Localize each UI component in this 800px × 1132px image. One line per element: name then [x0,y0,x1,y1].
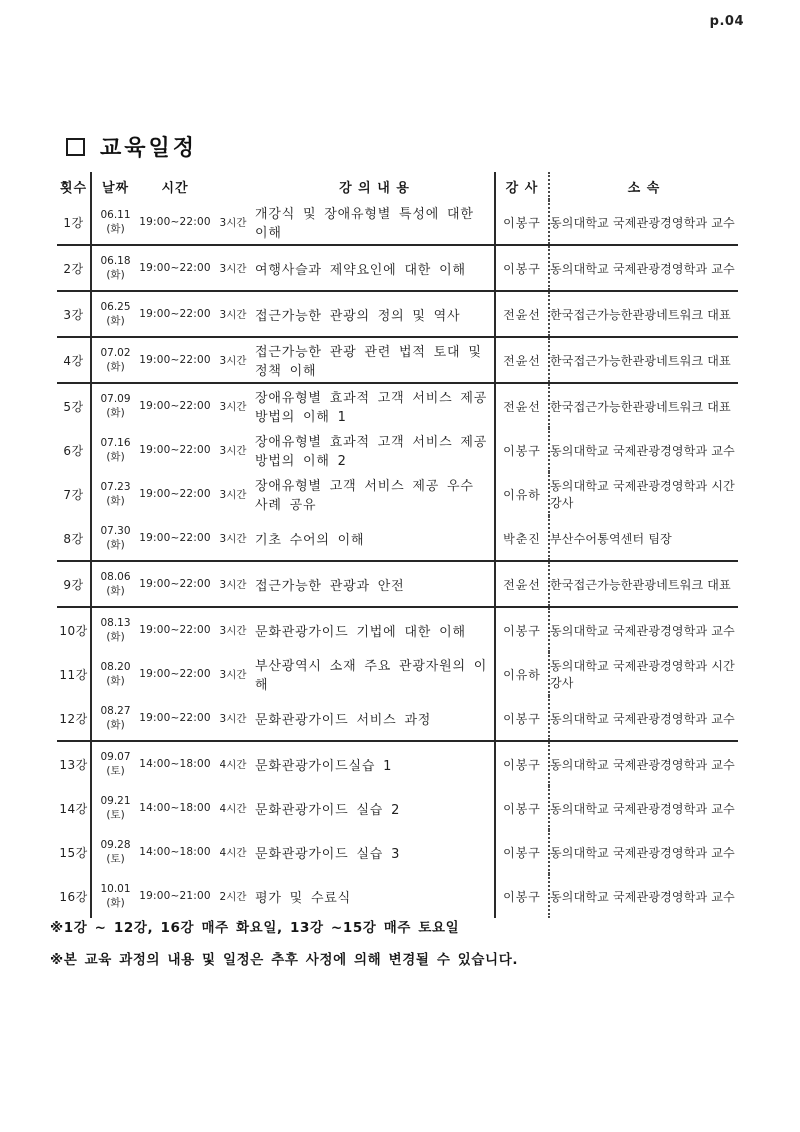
duration-cell: 3시간 [211,245,255,291]
affiliation-cell: 동의대학교 국제관광경영학과 교수 [550,623,735,638]
date-value: 08.27 [100,704,131,717]
date-value: 07.23 [100,480,131,493]
date-cell [91,245,139,291]
instructor-cell: 이봉구 [495,200,549,245]
lecture-content-cell: 문화관광가이드 기법에 대한 이해 [255,624,466,640]
session-cell: 9강 [57,561,91,607]
session-cell: 4강 [57,337,91,383]
affiliation-cell: 동의대학교 국제관광경영학과 교수 [550,889,735,904]
weekday-value: (화) [106,631,125,643]
date-value: 07.09 [100,392,131,405]
duration-cell: 3시간 [211,561,255,607]
date-cell [91,383,139,428]
duration-cell: 3시간 [211,516,255,561]
session-cell: 6강 [57,428,91,472]
affiliation-cell: 한국접근가능한관광네트워크 대표 [550,399,731,414]
header-content: 강 의 내 용 [339,180,410,196]
time-cell: 19:00~22:00 [139,200,211,245]
date-value: 06.11 [100,208,131,221]
header-affiliation: 소 속 [627,180,661,196]
affiliation-cell: 부산수어통역센터 팀장 [549,516,738,561]
date-value: 07.16 [100,436,131,449]
date-cell [91,607,139,652]
lecture-content-cell: 여행사슬과 제약요인에 대한 이해 [255,245,495,291]
date-cell [91,786,139,830]
time-cell: 14:00~18:00 [139,802,211,814]
time-cell: 19:00~22:00 [139,337,211,383]
instructor-cell: 이봉구 [495,696,549,741]
table-row [57,561,738,607]
table-header [57,172,738,200]
instructor-cell: 이봉구 [495,245,549,291]
date-cell [91,428,139,472]
footnotes [50,916,750,980]
lecture-content-cell: 기초 수어의 이해 [255,516,495,561]
table-row [57,516,738,561]
weekday-value: (화) [106,585,125,597]
affiliation-cell: 동의대학교 국제관광경영학과 교수 [550,443,735,458]
table-row [57,741,738,786]
table-row [57,291,738,337]
time-cell: 19:00~21:00 [139,890,211,902]
header-session: 횟수 [57,172,91,200]
weekday-value: (화) [106,539,125,551]
weekday-value: (토) [106,809,125,821]
lecture-content-cell: 접근가능한 관광과 안전 [255,561,495,607]
header-time: 시간 [161,180,189,196]
lecture-content-cell: 개강식 및 장애유형별 특성에 대한 이해 [255,200,495,245]
affiliation-cell: 동의대학교 국제관광경영학과 시간강사 [550,659,735,690]
duration-cell: 3시간 [219,444,247,457]
affiliation-cell: 동의대학교 국제관광경영학과 시간강사 [550,479,735,510]
lecture-content-cell: 장애유형별 고객 서비스 제공 우수 사례 공유 [255,479,474,513]
duration-cell: 3시간 [211,200,255,245]
duration-cell: 3시간 [219,400,247,413]
time-cell: 19:00~22:00 [139,291,211,337]
weekday-value: (화) [106,719,125,731]
session-cell: 7강 [57,472,91,516]
time-cell: 19:00~22:00 [139,516,211,561]
table-row [57,830,738,874]
page-title: 교육일정 [100,136,198,161]
affiliation-cell: 동의대학교 국제관광경영학과 교수 [550,801,735,816]
weekday-value: (토) [106,853,125,865]
instructor-cell: 전윤선 [495,383,549,428]
session-cell: 15강 [57,830,91,874]
affiliation-cell: 동의대학교 국제관광경영학과 교수 [549,696,738,741]
time-cell: 14:00~18:00 [139,846,211,858]
instructor-cell: 이봉구 [495,428,549,472]
session-cell: 8강 [57,516,91,561]
affiliation-cell: 한국접근가능한관광네트워크 대표 [549,291,738,337]
instructor-cell: 이봉구 [495,741,549,786]
date-value: 07.30 [100,524,131,537]
schedule-table-body [57,200,738,918]
duration-cell: 3시간 [211,696,255,741]
affiliation-cell: 한국접근가능한관광네트워크 대표 [549,337,738,383]
instructor-cell: 이봉구 [495,607,549,652]
table-row [57,245,738,291]
session-cell: 1강 [57,200,91,245]
lecture-content-cell: 문화관광가이드 서비스 과정 [255,696,495,741]
instructor-cell: 전윤선 [495,561,549,607]
session-cell: 12강 [57,696,91,741]
session-cell: 5강 [57,383,91,428]
lecture-content-cell: 접근가능한 관광 관련 법적 토대 및 정책 이해 [255,337,495,383]
duration-cell: 4시간 [219,758,247,771]
header-duration [211,172,255,200]
instructor-cell: 전윤선 [495,291,549,337]
header-date: 날짜 [101,180,130,196]
header-instructor: 강 사 [495,172,549,200]
lecture-content-cell: 장애유형별 효과적 고객 서비스 제공 방법의 이해 2 [255,435,488,469]
table-row [57,428,738,472]
date-cell [91,200,139,245]
duration-cell: 4시간 [219,846,247,859]
time-cell: 19:00~22:00 [139,668,211,680]
instructor-cell: 이유하 [495,472,549,516]
document-title [66,131,197,162]
date-cell [91,561,139,607]
time-cell: 14:00~18:00 [139,758,211,770]
table-row [57,383,738,428]
affiliation-cell: 동의대학교 국제관광경영학과 교수 [550,845,735,860]
instructor-cell: 이유하 [495,652,549,696]
table-row [57,696,738,741]
date-cell [91,337,139,383]
duration-cell: 3시간 [219,624,247,637]
duration-cell: 3시간 [219,488,247,501]
affiliation-cell: 한국접근가능한관광네트워크 대표 [549,561,738,607]
affiliation-cell: 동의대학교 국제관광경영학과 교수 [549,200,738,245]
instructor-cell: 박춘진 [495,516,549,561]
table-row [57,607,738,652]
education-schedule-table [57,172,738,918]
date-value: 10.01 [100,882,131,895]
footnote-schedule-days: ※1강 ~ 12강, 16강 매주 화요일, 13강 ~15강 매주 토요일 [50,920,460,936]
lecture-content-cell: 부산광역시 소재 주요 관광자원의 이해 [255,659,488,693]
square-bullet-icon [66,138,85,156]
duration-cell: 3시간 [211,291,255,337]
session-cell: 2강 [57,245,91,291]
duration-cell: 4시간 [219,802,247,815]
instructor-cell: 이봉구 [495,786,549,830]
date-cell [91,472,139,516]
weekday-value: (화) [106,223,125,235]
weekday-value: (화) [106,495,125,507]
page-number: p.04 [709,14,744,29]
date-cell [91,696,139,741]
time-cell: 19:00~22:00 [139,488,211,500]
weekday-value: (화) [106,897,125,909]
session-cell: 10강 [57,607,91,652]
session-cell: 3강 [57,291,91,337]
lecture-content-cell: 문화관광가이드실습 1 [255,758,393,774]
weekday-value: (토) [106,765,125,777]
header-row [57,172,738,200]
lecture-content-cell: 장애유형별 효과적 고객 서비스 제공 방법의 이해 1 [255,391,488,425]
instructor-cell: 이봉구 [495,830,549,874]
time-cell: 19:00~22:00 [139,696,211,741]
time-cell: 19:00~22:00 [139,400,211,412]
time-cell: 19:00~22:00 [139,561,211,607]
duration-cell: 3시간 [219,668,247,681]
date-cell [91,741,139,786]
footnote-change-notice: ※본 교육 과정의 내용 및 일정은 추후 사정에 의해 변경될 수 있습니다. [50,952,519,968]
instructor-cell: 이봉구 [495,874,549,918]
date-value: 07.02 [100,346,131,359]
duration-cell: 3시간 [211,337,255,383]
time-cell: 19:00~22:00 [139,624,211,636]
duration-cell: 2시간 [219,890,247,903]
session-cell: 13강 [57,741,91,786]
session-cell: 16강 [57,874,91,918]
weekday-value: (화) [106,315,125,327]
table-row [57,652,738,696]
affiliation-cell: 동의대학교 국제관광경영학과 교수 [549,245,738,291]
date-value: 06.18 [100,254,131,267]
table-row [57,200,738,245]
lecture-content-cell: 문화관광가이드 실습 3 [255,846,401,862]
date-value: 08.13 [100,616,131,629]
date-value: 09.21 [100,794,131,807]
time-cell: 19:00~22:00 [139,245,211,291]
weekday-value: (화) [106,269,125,281]
session-cell: 11강 [57,652,91,696]
instructor-cell: 전윤선 [495,337,549,383]
date-cell [91,291,139,337]
table-row [57,786,738,830]
date-value: 09.28 [100,838,131,851]
weekday-value: (화) [106,675,125,687]
affiliation-cell: 동의대학교 국제관광경영학과 교수 [550,757,735,772]
date-value: 08.06 [100,570,131,583]
table-row [57,874,738,918]
date-value: 06.25 [100,300,131,313]
time-cell: 19:00~22:00 [139,444,211,456]
lecture-content-cell: 평가 및 수료식 [255,890,352,906]
table-row [57,472,738,516]
date-cell [91,874,139,918]
date-value: 09.07 [100,750,131,763]
weekday-value: (화) [106,407,125,419]
date-cell [91,652,139,696]
date-value: 08.20 [100,660,131,673]
lecture-content-cell: 문화관광가이드 실습 2 [255,802,401,818]
session-cell: 14강 [57,786,91,830]
date-cell [91,830,139,874]
table-row [57,337,738,383]
lecture-content-cell: 접근가능한 관광의 정의 및 역사 [255,291,495,337]
date-cell [91,516,139,561]
weekday-value: (화) [106,451,125,463]
weekday-value: (화) [106,361,125,373]
